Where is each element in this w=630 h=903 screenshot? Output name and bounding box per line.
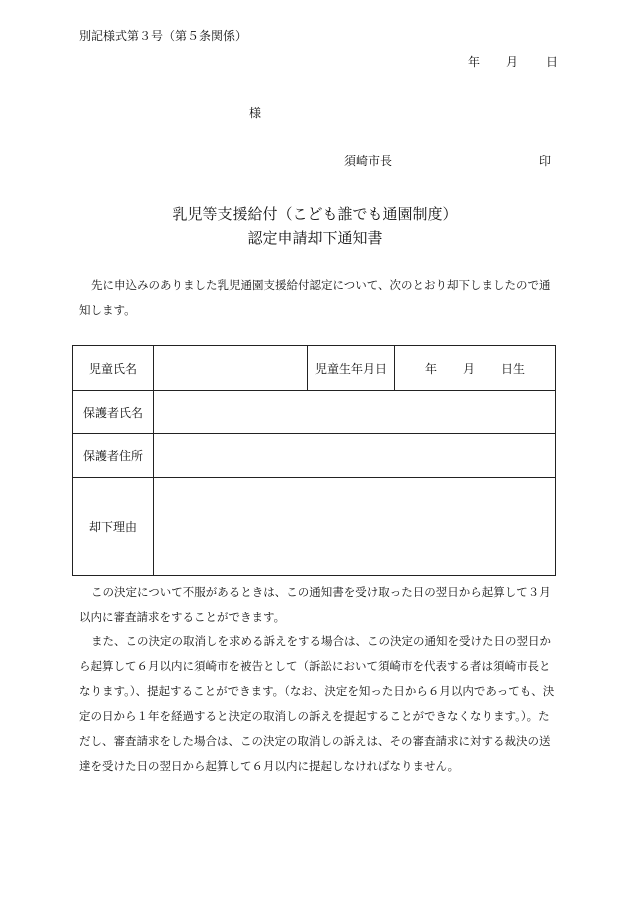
document-title-line1: 乳児等支援給付（こども誰でも通園制度） — [172, 205, 458, 223]
intro-paragraph: 先に申込みのありました乳児通園支援給付認定について、次のとおり却下しましたので通知します。 — [79, 278, 551, 317]
guardian-name-label: 保護者氏名 — [73, 391, 154, 434]
guardian-name-value — [154, 391, 556, 434]
info-table — [72, 345, 556, 576]
reason-value — [154, 478, 556, 576]
birthdate-value — [395, 346, 556, 391]
issue-date — [468, 53, 558, 70]
guardian-name-row — [73, 391, 556, 434]
child-name-value — [154, 346, 308, 391]
birthdate-label: 児童生年月日 — [308, 346, 395, 391]
guardian-address-row — [73, 434, 556, 478]
addressee-suffix: 様 — [249, 106, 262, 120]
reason-label: 却下理由 — [73, 478, 154, 576]
seal-mark: 印 — [539, 154, 552, 168]
guardian-address-value — [154, 434, 556, 478]
form-number: 別記様式第３号（第５条関係） — [79, 29, 248, 43]
child-name-label: 児童氏名 — [73, 346, 154, 391]
guardian-address-label: 保護者住所 — [73, 434, 154, 478]
issuer-name: 須崎市長 — [344, 154, 393, 168]
lawsuit-notice: また、この決定の取消しを求める訴えをする場合は、この決定の通知を受けた日の翌日から起算して６月以内に須崎市を被告として（訴訟において須崎市を代表する者は須崎市長となります。）、提起することができます。（なお、決定を知った日から６月以内であっても、決定の日から１年を経過すると決定の取消しの訴えを提起することができなくなります。）。ただし、審査請求をした場合は、この決定の取消しの訴えは、その審査請求に対する裁決の送達を受けた日の翌日から起算して６月以内に提起しなければなりません。 — [79, 634, 555, 773]
date-month-label: 月 — [506, 55, 519, 69]
appeal-notice: この決定について不服があるときは、この通知書を受け取った日の翌日から起算して３月以内に審査請求をすることができます。 — [79, 585, 551, 624]
birth-day-label: 日生 — [501, 361, 526, 376]
birth-month-label: 月 — [462, 361, 475, 376]
child-row — [73, 346, 556, 391]
birth-year-label: 年 — [424, 361, 437, 376]
document-title-line2: 認定申請却下通知書 — [247, 229, 383, 247]
date-year-label: 年 — [468, 55, 481, 69]
reason-row — [73, 478, 556, 576]
date-day-label: 日 — [546, 55, 559, 69]
